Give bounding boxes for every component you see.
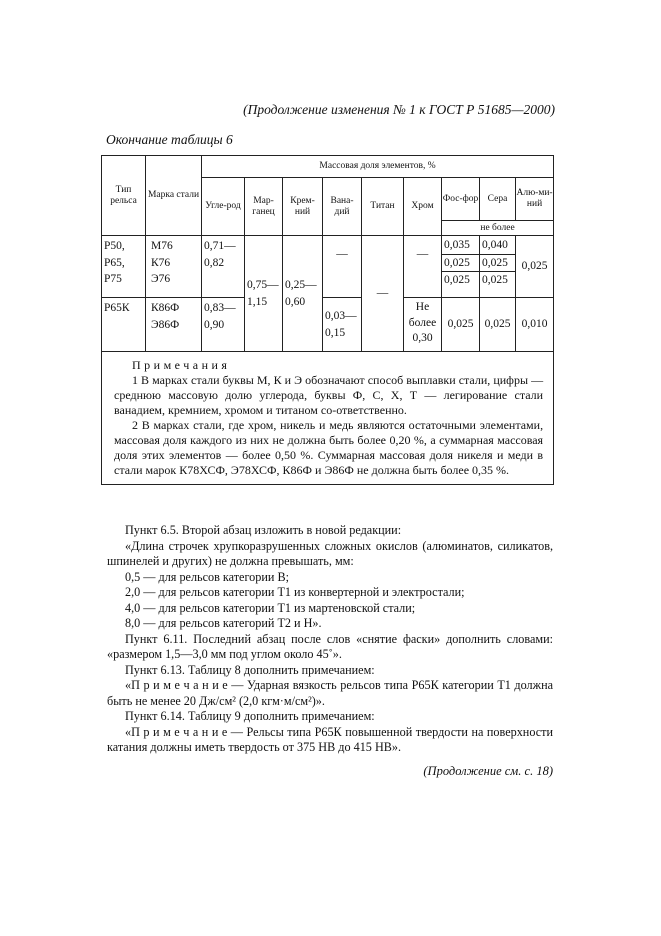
type-value: Р50,: [104, 240, 125, 252]
grade-value: Э86Ф: [151, 318, 180, 331]
col-header-manganese: Мар-ганец: [245, 178, 283, 236]
sulfur-cell-group2: 0,025: [480, 298, 516, 352]
list-item: 2,0 — для рельсов категории Т1 из конвертерной и электростали;: [125, 585, 465, 599]
phosphorus-value: 0,025: [442, 255, 479, 273]
manganese-value: 0,75—: [247, 278, 279, 291]
vanadium-cell-group1: —: [323, 236, 362, 298]
note-1: 1 В марках стали буквы М, К и Э обозначают способ выплавки стали, цифры — среднюю массовую долю углерода, буквы Ф, С, Х, Т — легирование стали ванадием, кремнием, хромом и титаном со-ответственно.: [114, 373, 544, 417]
col-header-vanadium: Вана-дий: [323, 178, 362, 236]
note-text: Рельсы типа Р65К повышенной твердости на поверхности катания должны иметь твердость от 375 НВ до 415 НВ».: [107, 724, 553, 754]
carbon-cell-group2: [202, 298, 245, 352]
phosphorus-value: 0,035: [442, 237, 479, 255]
composition-table: [101, 155, 554, 485]
note-lead: «П р и м е ч а н и е —: [125, 724, 243, 739]
chromium-value: 0,30: [412, 332, 433, 345]
col-header-chromium: Хром: [404, 178, 442, 236]
note-text: Ударная вязкость рельсов типа Р65К категории Т1 должна быть не менее 20 Дж/см² (2,0 кгм·м/см²)».: [107, 678, 553, 708]
grade-cell-group2: [146, 298, 202, 352]
chromium-value: более: [408, 316, 437, 329]
aluminum-cell-group2: 0,010: [516, 298, 554, 352]
paragraph: [107, 678, 553, 709]
chromium-cell-group1: —: [404, 236, 442, 298]
not-more-label: не более: [442, 221, 554, 236]
note-2: 2 В марках стали, где хром, никель и медь являются остаточными элементами, массовая доля каждого из них не должна быть более 0,20 %, а суммарная массовая доля этих элементов — более 0,50 %. Суммарная массовая доля никеля и меди в стали марок К78ХСФ, Э78ХСФ, К86Ф и Э86Ф не должна быть более 0,35 %.: [114, 418, 544, 477]
silicon-cell: [283, 236, 323, 352]
grade-value: М76: [151, 240, 173, 252]
chromium-cell-group2: [404, 298, 442, 352]
paragraph: «Длина строчек хрупкоразрушенных сложных окислов (алюминатов, силикатов, шпинелей и других) не должна превышать, мм:: [107, 538, 553, 568]
silicon-value: 0,25—: [285, 278, 317, 291]
titanium-cell: —: [362, 236, 404, 352]
list-item: 8,0 — для рельсов категорий Т2 и Н».: [125, 616, 322, 630]
grade-value: К86Ф: [151, 302, 180, 314]
aluminum-cell-group1: 0,025: [516, 236, 554, 298]
carbon-value: 0,90: [204, 318, 225, 331]
manganese-value: 1,15: [247, 295, 268, 308]
carbon-value: 0,83—: [204, 302, 236, 314]
vanadium-value: 0,15: [325, 326, 346, 339]
col-header-sulfur: Сера: [480, 178, 516, 221]
col-header-type: Тип рельса: [102, 156, 146, 236]
grade-cell-group1: [146, 236, 202, 298]
type-value: Р75: [104, 273, 122, 286]
carbon-value: 0,82: [204, 256, 225, 269]
note-lead: «П р и м е ч а н и е —: [125, 678, 244, 692]
sulfur-cell-group1: [480, 236, 516, 298]
page-footer: (Продолжение см. с. 18): [423, 764, 553, 778]
chromium-value: Не: [415, 301, 430, 313]
vanadium-value: 0,03—: [325, 309, 357, 322]
notes-title: Примечания: [132, 358, 231, 372]
list-item: 0,5 — для рельсов категории В;: [125, 569, 289, 584]
grade-value: К76: [151, 256, 171, 269]
phosphorus-value: 0,025: [444, 274, 470, 287]
col-header-silicon: Крем-ний: [283, 178, 323, 236]
paragraph: Пункт 6.14. Таблицу 9 дополнить примечанием:: [125, 709, 375, 723]
grade-value: Э76: [151, 273, 171, 286]
vanadium-cell-group2: [323, 298, 362, 352]
mass-fraction-header: Массовая доля элементов, %: [202, 156, 554, 178]
type-value: Р65,: [104, 256, 125, 269]
carbon-value: 0,71—: [204, 240, 236, 252]
body-text: [107, 523, 553, 756]
type-cell-group1: [102, 236, 146, 298]
paragraph: Пункт 6.13. Таблицу 8 дополнить примечанием:: [125, 662, 375, 677]
manganese-cell: [245, 236, 283, 352]
silicon-value: 0,60: [285, 295, 306, 308]
col-header-aluminum: Алю-ми-ний: [516, 178, 554, 221]
type-cell-group2: Р65К: [102, 298, 146, 352]
list-item: 4,0 — для рельсов категории Т1 из мартеновской стали;: [125, 600, 416, 615]
col-header-phosphorus: Фос-фор: [442, 178, 480, 221]
col-header-grade: Марка стали: [146, 156, 202, 236]
sulfur-value: 0,025: [482, 274, 508, 287]
phosphorus-cell-group1: [442, 236, 480, 298]
phosphorus-cell-group2: 0,025: [442, 298, 480, 352]
carbon-cell-group1: [202, 236, 245, 298]
col-header-carbon: Угле-род: [202, 178, 245, 236]
page-header: (Продолжение изменения № 1 к ГОСТ Р 51685—2000): [243, 102, 555, 117]
paragraph: [107, 725, 553, 756]
sulfur-value: 0,025: [480, 255, 515, 273]
paragraph: Пункт 6.5. Второй абзац изложить в новой редакции:: [125, 523, 402, 537]
col-header-titanium: Титан: [362, 178, 404, 236]
paragraph: Пункт 6.11. Последний абзац после слов «снятие фаски» дополнить словами: «размером 1,5—3,0 мм под углом около 45˚».: [107, 631, 553, 661]
table-notes: [102, 352, 554, 485]
table-caption: Окончание таблицы 6: [106, 132, 233, 147]
sulfur-value: 0,040: [480, 237, 515, 255]
